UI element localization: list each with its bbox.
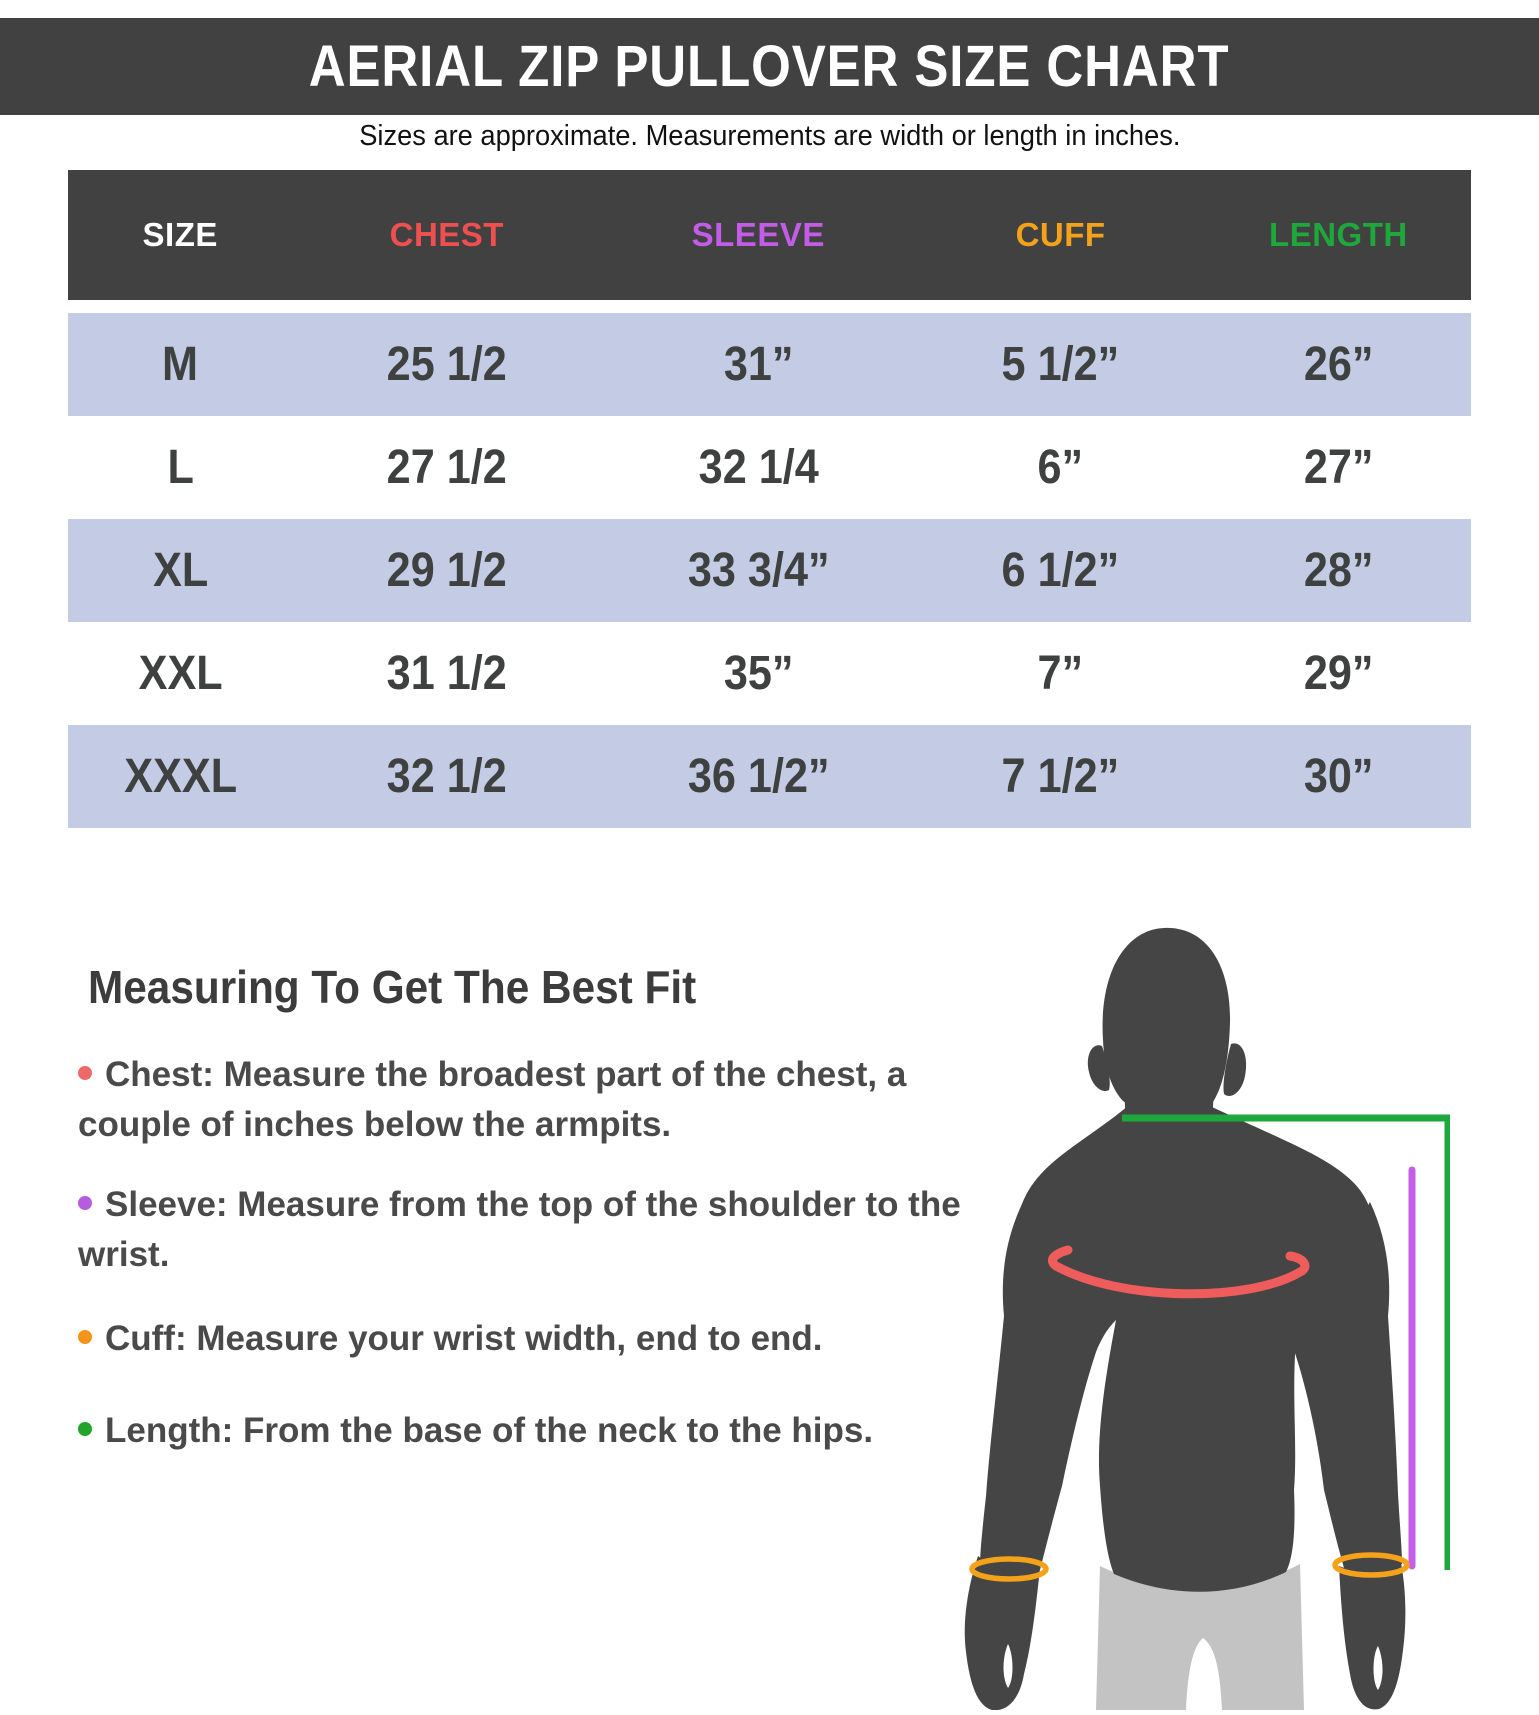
guide-bullet-chest (78, 1050, 1013, 1150)
table-row-l (68, 416, 1471, 519)
table-cell: 6 1/2” (1001, 544, 1120, 597)
table-row-m (68, 313, 1471, 416)
size-table-header (68, 170, 1471, 300)
table-cell: XL (152, 544, 208, 597)
column-header-length: LENGTH (1269, 216, 1408, 253)
man-silhouette-diagram (950, 850, 1450, 1710)
column-header-sleeve: SLEEVE (691, 216, 825, 253)
table-cell: 27 1/2 (386, 441, 507, 494)
table-cell: 7 1/2” (1001, 750, 1120, 803)
column-header-chest: CHEST (389, 216, 504, 253)
guide-bullet-sleeve-text: Sleeve: Measure from the top of the shoulder to the wrist. (78, 1185, 961, 1274)
column-header-cuff: CUFF (1015, 216, 1106, 253)
subtitle-text: Sizes are approximate. Measurements are width or length in inches. (358, 120, 1181, 152)
table-row-xl (68, 519, 1471, 622)
table-cell: 6” (1037, 441, 1084, 494)
guide-bullet-cuff (78, 1314, 1013, 1364)
table-cell: 28” (1303, 544, 1374, 597)
table-cell: 33 3/4” (687, 544, 830, 597)
table-row-xxxl (68, 725, 1471, 828)
guide-bullet-sleeve (78, 1180, 1013, 1280)
table-cell: 7” (1037, 647, 1084, 700)
length-bullet-icon (78, 1422, 92, 1436)
head-silhouette (1103, 928, 1230, 1111)
table-cell: L (167, 441, 194, 494)
table-cell: 31” (723, 338, 794, 391)
right-hand-silhouette (1339, 1558, 1405, 1709)
table-cell: 35” (723, 647, 794, 700)
measurement-figure (950, 850, 1450, 1710)
table-cell: 29” (1303, 647, 1374, 700)
table-cell: 36 1/2” (687, 750, 830, 803)
table-cell: 25 1/2 (386, 338, 507, 391)
guide-heading: Measuring To Get The Best Fit (88, 961, 697, 1013)
table-cell: 29 1/2 (386, 544, 507, 597)
table-cell: 26” (1303, 338, 1374, 391)
table-cell: 27” (1303, 441, 1374, 494)
sleeve-bullet-icon (78, 1196, 92, 1210)
table-cell: 30” (1303, 750, 1374, 803)
table-cell: 32 1/2 (386, 750, 507, 803)
page-title: AERIAL ZIP PULLOVER SIZE CHART (309, 34, 1230, 99)
guide-bullet-chest-text: Chest: Measure the broadest part of the chest, a couple of inches below the armpits. (78, 1055, 907, 1144)
guide-bullet-length (78, 1406, 1013, 1456)
table-row-xxl (68, 622, 1471, 725)
size-table (68, 170, 1471, 828)
chest-bullet-icon (78, 1066, 92, 1080)
table-cell: 32 1/4 (698, 441, 819, 494)
table-cell: 5 1/2” (1001, 338, 1120, 391)
guide-bullet-cuff-text: Cuff: Measure your wrist width, end to end. (105, 1319, 823, 1358)
table-cell: XXXL (123, 750, 237, 803)
table-cell: XXL (138, 647, 223, 700)
title-bar (0, 18, 1539, 115)
subtitle (0, 120, 1539, 153)
cuff-bullet-icon (78, 1330, 92, 1344)
size-table-body (68, 313, 1471, 828)
table-cell: M (162, 338, 199, 391)
measuring-guide (78, 960, 1013, 1456)
guide-bullet-length-text: Length: From the base of the neck to the hips. (105, 1411, 874, 1450)
table-cell: 31 1/2 (386, 647, 507, 700)
column-header-size: SIZE (142, 216, 218, 253)
